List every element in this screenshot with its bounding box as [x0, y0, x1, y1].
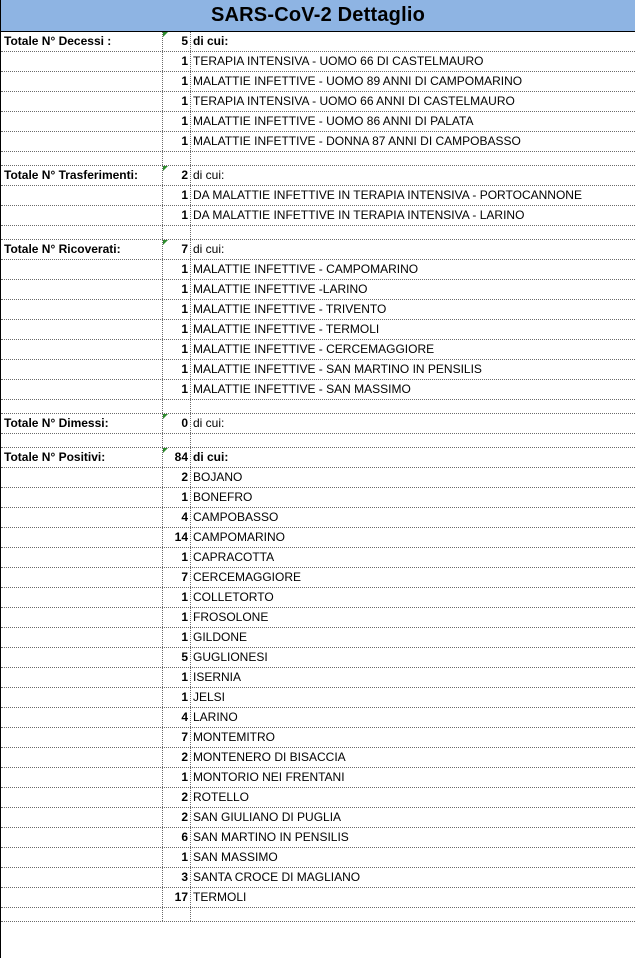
empty-cell[interactable]: [1, 300, 163, 319]
empty-cell[interactable]: [1, 92, 163, 111]
item-text[interactable]: SAN MARTINO IN PENSILIS: [193, 830, 349, 844]
table-row: [1, 488, 635, 508]
table-row: [1, 380, 635, 400]
item-count[interactable]: 1: [163, 488, 191, 507]
table-row: [1, 52, 635, 72]
item-text[interactable]: DA MALATTIE INFETTIVE IN TERAPIA INTENSIVA - PORTOCANNONE: [193, 188, 582, 202]
empty-cell[interactable]: [1, 688, 163, 707]
empty-cell[interactable]: [191, 908, 635, 921]
item-count[interactable]: 1: [163, 300, 191, 319]
section-subheader[interactable]: di cui:: [193, 168, 225, 182]
item-count[interactable]: 1: [163, 206, 191, 225]
empty-cell[interactable]: [1, 360, 163, 379]
section-label[interactable]: Totale N° Decessi :: [1, 32, 163, 51]
item-count[interactable]: 17: [163, 888, 191, 907]
item-text[interactable]: MALATTIE INFETTIVE - UOMO 89 ANNI DI CAMPOMARINO: [193, 74, 523, 88]
section-label[interactable]: Totale N° Dimessi:: [1, 414, 163, 433]
empty-cell[interactable]: [1, 608, 163, 627]
empty-cell[interactable]: [191, 226, 635, 239]
item-count[interactable]: 1: [163, 52, 191, 71]
item-count[interactable]: 1: [163, 608, 191, 627]
empty-cell[interactable]: [163, 434, 191, 447]
table-row: [1, 280, 635, 300]
item-count[interactable]: 2: [163, 748, 191, 767]
section-label[interactable]: Totale N° Positivi:: [1, 448, 163, 467]
table-row: [1, 340, 635, 360]
page-title: SARS-CoV-2 Dettaglio: [1, 0, 635, 32]
empty-cell[interactable]: [1, 868, 163, 887]
table-row: [1, 508, 635, 528]
item-text[interactable]: ISERNIA: [193, 670, 242, 684]
item-text[interactable]: TERMOLI: [193, 890, 247, 904]
item-text[interactable]: MALATTIE INFETTIVE - UOMO 86 ANNI DI PALATA: [193, 114, 474, 128]
section-total[interactable]: 7: [163, 240, 191, 259]
empty-cell[interactable]: [1, 888, 163, 907]
item-text[interactable]: BOJANO: [193, 470, 243, 484]
item-text[interactable]: MALATTIE INFETTIVE - CAMPOMARINO: [193, 262, 419, 276]
item-text[interactable]: BONEFRO: [193, 490, 253, 504]
empty-cell[interactable]: [1, 588, 163, 607]
table-row: [1, 708, 635, 728]
section-subheader[interactable]: di cui:: [193, 416, 225, 430]
item-count[interactable]: 1: [163, 768, 191, 787]
item-text[interactable]: FROSOLONE: [193, 610, 269, 624]
empty-cell[interactable]: [1, 152, 163, 165]
empty-cell[interactable]: [163, 400, 191, 413]
table-row: [1, 588, 635, 608]
empty-cell[interactable]: [163, 152, 191, 165]
empty-cell[interactable]: [1, 186, 163, 205]
comment-indicator-icon: [163, 414, 168, 419]
item-text[interactable]: SAN GIULIANO DI PUGLIA: [193, 810, 342, 824]
empty-cell[interactable]: [1, 728, 163, 747]
spacer-row: [1, 226, 635, 240]
item-count[interactable]: 1: [163, 848, 191, 867]
comment-indicator-icon: [163, 240, 168, 245]
item-text[interactable]: TERAPIA INTENSIVA - UOMO 66 DI CASTELMAURO: [193, 54, 484, 68]
item-count[interactable]: 3: [163, 868, 191, 887]
item-count[interactable]: 2: [163, 468, 191, 487]
item-text[interactable]: SANTA CROCE DI MAGLIANO: [193, 870, 361, 884]
empty-cell[interactable]: [1, 828, 163, 847]
item-text[interactable]: MONTEMITRO: [193, 730, 275, 744]
item-count[interactable]: 1: [163, 92, 191, 111]
item-count[interactable]: 7: [163, 728, 191, 747]
item-text[interactable]: GUGLIONESI: [193, 650, 268, 664]
empty-cell[interactable]: [163, 908, 191, 921]
empty-cell[interactable]: [1, 548, 163, 567]
empty-cell[interactable]: [1, 628, 163, 647]
empty-cell[interactable]: [163, 226, 191, 239]
empty-cell[interactable]: [1, 648, 163, 667]
section-label[interactable]: Totale N° Ricoverati:: [1, 240, 163, 259]
section-header-row: [1, 448, 635, 468]
item-count[interactable]: 5: [163, 648, 191, 667]
item-count[interactable]: 1: [163, 380, 191, 399]
comment-indicator-icon: [163, 448, 168, 453]
table-row: [1, 728, 635, 748]
empty-cell[interactable]: [1, 468, 163, 487]
empty-cell[interactable]: [191, 434, 635, 447]
empty-cell[interactable]: [1, 260, 163, 279]
empty-cell[interactable]: [1, 280, 163, 299]
table-row: [1, 320, 635, 340]
empty-cell[interactable]: [1, 788, 163, 807]
table-row: [1, 608, 635, 628]
item-count[interactable]: 1: [163, 280, 191, 299]
spacer-row: [1, 434, 635, 448]
empty-cell[interactable]: [1, 908, 163, 921]
item-text[interactable]: MALATTIE INFETTIVE - CERCEMAGGIORE: [193, 342, 435, 356]
item-text[interactable]: MALATTIE INFETTIVE - DONNA 87 ANNI DI CAMPOBASSO: [193, 134, 521, 148]
comment-indicator-icon: [163, 32, 168, 37]
item-text[interactable]: TERAPIA INTENSIVA - UOMO 66 ANNI DI CASTELMAURO: [193, 94, 515, 108]
section-subheader[interactable]: di cui:: [193, 34, 229, 48]
item-text[interactable]: CAMPOMARINO: [193, 530, 286, 544]
item-text[interactable]: MONTENERO DI BISACCIA: [193, 750, 346, 764]
empty-cell[interactable]: [1, 434, 163, 447]
item-text[interactable]: GILDONE: [193, 630, 248, 644]
section-subheader[interactable]: di cui:: [193, 450, 229, 464]
item-text[interactable]: COLLETORTO: [193, 590, 274, 604]
table-row: [1, 888, 635, 908]
empty-cell[interactable]: [1, 206, 163, 225]
item-text[interactable]: JELSI: [193, 690, 226, 704]
table-row: [1, 788, 635, 808]
section-total[interactable]: 5: [163, 32, 191, 51]
table-row: [1, 848, 635, 868]
item-count[interactable]: 2: [163, 788, 191, 807]
item-count[interactable]: 6: [163, 828, 191, 847]
item-text[interactable]: MONTORIO NEI FRENTANI: [193, 770, 345, 784]
table-row: [1, 868, 635, 888]
empty-cell[interactable]: [1, 808, 163, 827]
item-count[interactable]: 1: [163, 72, 191, 91]
item-count[interactable]: 2: [163, 808, 191, 827]
table-row: [1, 808, 635, 828]
item-text[interactable]: MALATTIE INFETTIVE - TERMOLI: [193, 322, 380, 336]
table-row: [1, 768, 635, 788]
item-text[interactable]: ROTELLO: [193, 790, 250, 804]
table-row: [1, 568, 635, 588]
item-text[interactable]: MALATTIE INFETTIVE -LARINO: [193, 282, 368, 296]
item-count[interactable]: 1: [163, 260, 191, 279]
empty-cell[interactable]: [1, 528, 163, 547]
empty-cell[interactable]: [191, 400, 635, 413]
table-row: [1, 748, 635, 768]
item-text[interactable]: MALATTIE INFETTIVE - SAN MARTINO IN PENSILIS: [193, 362, 482, 376]
item-text[interactable]: LARINO: [193, 710, 238, 724]
empty-cell[interactable]: [1, 72, 163, 91]
table-row: [1, 468, 635, 488]
empty-cell[interactable]: [1, 52, 163, 71]
table-row: [1, 72, 635, 92]
item-text[interactable]: DA MALATTIE INFETTIVE IN TERAPIA INTENSIVA - LARINO: [193, 208, 525, 222]
item-text[interactable]: CAMPOBASSO: [193, 510, 279, 524]
item-count[interactable]: 7: [163, 568, 191, 587]
empty-cell[interactable]: [1, 848, 163, 867]
table-row: [1, 92, 635, 112]
empty-cell[interactable]: [191, 152, 635, 165]
empty-cell[interactable]: [1, 668, 163, 687]
table-row: [1, 360, 635, 380]
data-table: [1, 32, 635, 922]
item-text[interactable]: CAPRACOTTA: [193, 550, 275, 564]
table-row: [1, 648, 635, 668]
spacer-row: [1, 400, 635, 414]
spacer-row: [1, 908, 635, 922]
item-count[interactable]: 1: [163, 688, 191, 707]
empty-cell[interactable]: [1, 568, 163, 587]
empty-cell[interactable]: [1, 320, 163, 339]
item-text[interactable]: SAN MASSIMO: [193, 850, 278, 864]
table-row: [1, 628, 635, 648]
table-row: [1, 260, 635, 280]
section-total[interactable]: 84: [163, 448, 191, 467]
section-subheader[interactable]: di cui:: [193, 242, 225, 256]
table-row: [1, 688, 635, 708]
table-row: [1, 668, 635, 688]
item-text[interactable]: CERCEMAGGIORE: [193, 570, 302, 584]
empty-cell[interactable]: [1, 748, 163, 767]
item-text[interactable]: MALATTIE INFETTIVE - SAN MASSIMO: [193, 382, 411, 396]
item-count[interactable]: 1: [163, 320, 191, 339]
item-count[interactable]: 1: [163, 588, 191, 607]
item-count[interactable]: 1: [163, 340, 191, 359]
item-count[interactable]: 1: [163, 668, 191, 687]
comment-indicator-icon: [163, 166, 168, 171]
table-row: [1, 300, 635, 320]
item-count[interactable]: 1: [163, 186, 191, 205]
section-label[interactable]: Totale N° Trasferimenti:: [1, 166, 163, 185]
empty-cell[interactable]: [1, 508, 163, 527]
table-row: [1, 548, 635, 568]
table-row: [1, 112, 635, 132]
item-text[interactable]: MALATTIE INFETTIVE - TRIVENTO: [193, 302, 387, 316]
table-row: [1, 206, 635, 226]
empty-cell[interactable]: [1, 132, 163, 151]
empty-cell[interactable]: [1, 768, 163, 787]
section-header-row: [1, 32, 635, 52]
empty-cell[interactable]: [1, 340, 163, 359]
empty-cell[interactable]: [1, 226, 163, 239]
section-header-row: [1, 166, 635, 186]
item-count[interactable]: 1: [163, 112, 191, 131]
empty-cell[interactable]: [1, 112, 163, 131]
table-row: [1, 528, 635, 548]
item-count[interactable]: 4: [163, 508, 191, 527]
empty-cell[interactable]: [1, 380, 163, 399]
spacer-row: [1, 152, 635, 166]
item-count[interactable]: 14: [163, 528, 191, 547]
table-row: [1, 132, 635, 152]
section-total[interactable]: 2: [163, 166, 191, 185]
empty-cell[interactable]: [1, 400, 163, 413]
item-count[interactable]: 1: [163, 548, 191, 567]
item-count[interactable]: 1: [163, 628, 191, 647]
item-count[interactable]: 4: [163, 708, 191, 727]
section-header-row: [1, 240, 635, 260]
table-row: [1, 828, 635, 848]
empty-cell[interactable]: [1, 488, 163, 507]
item-count[interactable]: 1: [163, 132, 191, 151]
item-count[interactable]: 1: [163, 360, 191, 379]
table-row: [1, 186, 635, 206]
section-header-row: [1, 414, 635, 434]
section-total[interactable]: 0: [163, 414, 191, 433]
empty-cell[interactable]: [1, 708, 163, 727]
